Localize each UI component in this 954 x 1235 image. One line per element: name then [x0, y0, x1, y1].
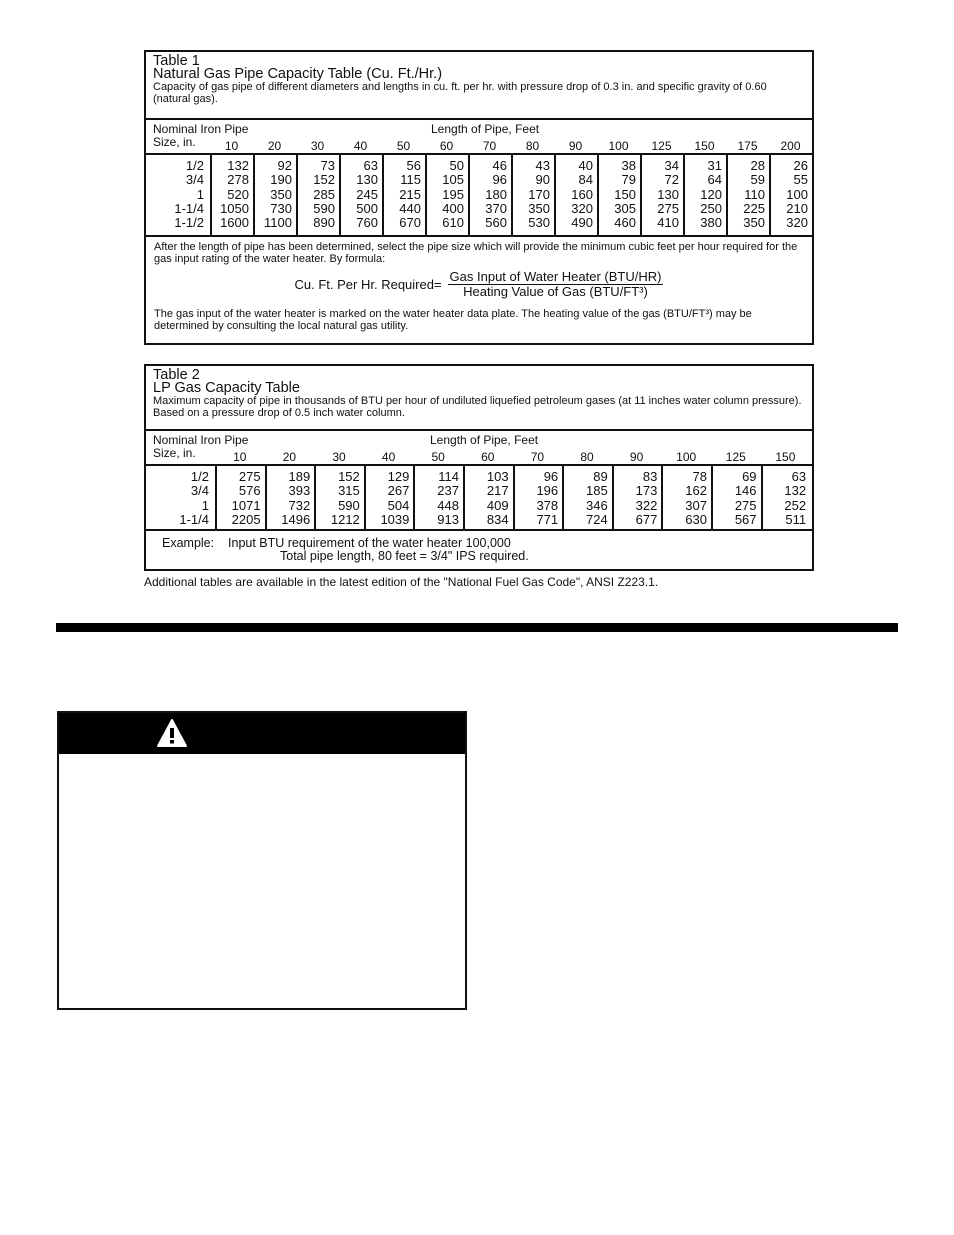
pipe-size-cell: 1 — [196, 186, 204, 202]
capacity-cell: 320 — [571, 200, 593, 216]
example-line1: Input BTU requirement of the water heater 100,000 — [228, 536, 511, 550]
capacity-cell: 185 — [586, 483, 608, 499]
capacity-cell: 320 — [786, 215, 808, 231]
length-column-125 — [711, 466, 761, 529]
table2-title: LP Gas Capacity Table — [153, 380, 300, 396]
length-column-50 — [413, 466, 463, 529]
capacity-cell: 225 — [743, 200, 765, 216]
capacity-cell: 43 — [535, 158, 550, 173]
table1-formula-section — [146, 237, 812, 336]
capacity-cell: 132 — [227, 158, 249, 173]
capacity-cell: 890 — [313, 215, 335, 231]
capacity-cell: 59 — [750, 172, 765, 188]
pipe-size-cell: 1-1/2 — [174, 215, 204, 231]
table1-length-label: Length of Pipe, Feet — [431, 122, 540, 136]
capacity-cell: 150 — [614, 186, 636, 202]
capacity-cell: 55 — [793, 172, 808, 188]
length-column-200 — [769, 155, 812, 235]
capacity-cell: 114 — [438, 469, 459, 484]
capacity-cell: 1071 — [231, 497, 261, 513]
capacity-cell: 511 — [785, 511, 807, 527]
table2-length-label: Length of Pipe, Feet — [430, 433, 539, 447]
capacity-cell: 196 — [536, 483, 559, 499]
capacity-cell: 160 — [571, 186, 593, 202]
capacity-cell: 26 — [793, 158, 808, 173]
capacity-cell: 110 — [744, 186, 765, 202]
length-header-cell: 200 — [780, 139, 801, 153]
pipe-size-cell: 1/2 — [185, 158, 204, 173]
capacity-cell: 69 — [742, 469, 757, 484]
length-column-150 — [761, 466, 811, 529]
table2-description: Maximum capacity of pipe in thousands of BTU per hour of undiluted liquefied petroleum gases (at 11 inches water column pressure). Based on a pressure drop of 0.5 inch water column. — [153, 395, 802, 419]
capacity-cell: 132 — [784, 483, 807, 499]
capacity-cell: 90 — [535, 172, 550, 188]
capacity-cell: 190 — [270, 172, 292, 188]
capacity-cell: 278 — [227, 172, 249, 188]
table1-grid — [146, 155, 812, 237]
capacity-cell: 834 — [486, 511, 509, 527]
length-column-70 — [468, 155, 511, 235]
capacity-cell: 1050 — [220, 200, 249, 216]
capacity-cell: 760 — [356, 215, 378, 231]
table2-example — [146, 531, 812, 563]
length-column-20 — [265, 466, 315, 529]
capacity-cell: 31 — [707, 158, 722, 173]
capacity-cell: 567 — [734, 511, 757, 527]
length-header-cell: 60 — [439, 139, 454, 153]
capacity-cell: 380 — [700, 215, 722, 231]
capacity-cell: 237 — [437, 483, 459, 499]
pipe-size-cell: 1-1/4 — [179, 511, 209, 527]
length-column-90 — [554, 155, 597, 235]
length-column-60 — [425, 155, 468, 235]
length-header-cell: 10 — [224, 139, 239, 153]
length-header-cell: 70 — [530, 450, 545, 464]
length-column-70 — [513, 466, 563, 529]
capacity-cell: 100 — [786, 186, 808, 202]
capacity-cell: 305 — [614, 200, 636, 216]
capacity-cell: 120 — [700, 186, 722, 202]
length-column-100 — [661, 466, 711, 529]
capacity-cell: 448 — [437, 497, 459, 513]
capacity-cell: 56 — [406, 158, 421, 173]
table1-number: Table 1 — [153, 53, 200, 69]
capacity-cell: 78 — [692, 469, 707, 484]
length-header-cell: 80 — [580, 450, 594, 464]
capacity-cell: 38 — [621, 158, 636, 173]
capacity-cell: 96 — [543, 469, 559, 484]
length-header-cell: 90 — [568, 139, 583, 153]
capacity-cell: 105 — [442, 172, 464, 188]
length-header-cell: 20 — [267, 139, 282, 153]
capacity-cell: 732 — [288, 497, 311, 513]
capacity-cell: 146 — [734, 483, 757, 499]
capacity-cell: 195 — [442, 186, 464, 202]
table1-title: Natural Gas Pipe Capacity Table (Cu. Ft./Hr.) — [153, 66, 443, 82]
capacity-cell: 346 — [586, 497, 608, 513]
length-header-cell: 100 — [608, 139, 629, 153]
capacity-cell: 96 — [492, 172, 507, 188]
table2-number: Table 2 — [153, 367, 200, 383]
capacity-cell: 46 — [492, 158, 507, 173]
length-header-cell: 20 — [282, 450, 297, 464]
length-header-cell: 50 — [431, 450, 445, 464]
footnote: Additional tables are available in the latest edition of the "National Fuel Gas Code", ANSI Z223.1. — [144, 575, 659, 589]
table1-column-header — [146, 120, 812, 155]
capacity-cell: 400 — [442, 200, 464, 216]
capacity-cell: 913 — [437, 511, 459, 527]
formula-numerator: Gas Input of Water Heater (BTU/HR) — [449, 269, 662, 284]
nominal-label-line2: Size, in. — [153, 446, 196, 460]
capacity-cell: 1039 — [380, 511, 410, 527]
length-column-175 — [726, 155, 769, 235]
capacity-cell: 677 — [635, 511, 658, 527]
length-column-90 — [612, 466, 662, 529]
warning-box — [57, 711, 467, 1010]
capacity-cell: 40 — [578, 158, 593, 173]
length-column-125 — [640, 155, 683, 235]
capacity-cell: 210 — [786, 200, 808, 216]
capacity-cell: 771 — [536, 511, 559, 527]
capacity-cell: 630 — [685, 511, 707, 527]
capacity-cell: 500 — [356, 200, 378, 216]
section-divider — [56, 623, 898, 632]
capacity-cell: 215 — [399, 186, 421, 202]
pipe-size-cell: 3/4 — [185, 172, 204, 188]
capacity-cell: 189 — [288, 469, 311, 484]
natural-gas-table — [144, 50, 814, 345]
capacity-cell: 378 — [536, 497, 559, 513]
table1-description: Capacity of gas pipe of different diameters and lengths in cu. ft. per hr. with pressure drop of 0.3 in. and specific gravity of 0.60 (natural gas). — [153, 81, 767, 105]
pipe-size-cell: 1-1/4 — [174, 200, 204, 216]
capacity-cell: 530 — [528, 215, 550, 231]
length-column-50 — [382, 155, 425, 235]
capacity-cell: 730 — [270, 200, 292, 216]
capacity-cell: 410 — [657, 215, 679, 231]
table2-header — [146, 366, 812, 431]
length-header-cell: 100 — [676, 450, 697, 464]
table2-column-header — [146, 431, 812, 466]
capacity-cell: 130 — [657, 186, 679, 202]
capacity-cell: 162 — [685, 483, 707, 499]
table2-grid — [146, 466, 812, 531]
capacity-cell: 34 — [664, 158, 679, 173]
capacity-cell: 217 — [486, 483, 509, 499]
capacity-cell: 173 — [635, 483, 658, 499]
capacity-cell: 460 — [614, 215, 636, 231]
capacity-cell: 28 — [750, 158, 765, 173]
warning-triangle-icon — [156, 718, 188, 748]
formula — [154, 271, 804, 298]
capacity-cell: 89 — [593, 469, 608, 484]
capacity-cell: 670 — [399, 215, 421, 231]
length-header-cell: 125 — [725, 450, 746, 464]
capacity-cell: 1600 — [220, 215, 249, 231]
length-header-cell: 30 — [332, 450, 346, 464]
capacity-cell: 275 — [734, 497, 757, 513]
capacity-cell: 307 — [685, 497, 707, 513]
length-header-cell: 60 — [481, 450, 495, 464]
capacity-cell: 73 — [320, 158, 335, 173]
length-header-cell: 175 — [737, 139, 758, 153]
capacity-cell: 560 — [485, 215, 507, 231]
length-header-cell: 40 — [381, 450, 396, 464]
capacity-cell: 490 — [571, 215, 593, 231]
capacity-cell: 1496 — [281, 511, 311, 527]
capacity-cell: 2205 — [231, 511, 261, 527]
capacity-cell: 152 — [338, 469, 360, 484]
formula-label: Cu. Ft. Per Hr. Required= — [294, 276, 442, 292]
length-header-cell: 50 — [396, 139, 411, 153]
length-header-cell: 30 — [310, 139, 325, 153]
capacity-cell: 115 — [400, 172, 421, 188]
capacity-cell: 724 — [586, 511, 608, 527]
capacity-cell: 322 — [635, 497, 658, 513]
capacity-cell: 393 — [288, 483, 311, 499]
capacity-cell: 245 — [356, 186, 378, 202]
capacity-cell: 350 — [743, 215, 765, 231]
size-column — [146, 466, 215, 529]
capacity-cell: 285 — [313, 186, 335, 202]
length-column-10 — [210, 155, 253, 235]
length-column-40 — [364, 466, 414, 529]
capacity-cell: 520 — [227, 186, 249, 202]
capacity-cell: 275 — [238, 469, 261, 484]
capacity-cell: 83 — [642, 469, 658, 484]
capacity-cell: 50 — [449, 158, 464, 173]
pipe-size-cell: 1/2 — [190, 469, 209, 484]
length-column-150 — [683, 155, 726, 235]
capacity-cell: 92 — [277, 158, 292, 173]
capacity-cell: 409 — [486, 497, 509, 513]
capacity-cell: 267 — [387, 483, 410, 499]
length-column-80 — [511, 155, 554, 235]
capacity-cell: 350 — [528, 200, 550, 216]
capacity-cell: 130 — [356, 172, 378, 188]
capacity-cell: 250 — [700, 200, 722, 216]
length-header-cell: 125 — [651, 139, 672, 153]
capacity-cell: 252 — [784, 497, 807, 513]
length-header-cell: 150 — [775, 450, 796, 464]
capacity-cell: 590 — [313, 200, 335, 216]
length-column-30 — [296, 155, 339, 235]
capacity-cell: 129 — [387, 469, 410, 484]
capacity-cell: 1100 — [264, 215, 292, 231]
length-column-40 — [339, 155, 382, 235]
capacity-cell: 576 — [238, 483, 261, 499]
capacity-cell: 275 — [657, 200, 679, 216]
length-header-cell: 90 — [629, 450, 644, 464]
length-column-80 — [562, 466, 612, 529]
length-column-30 — [314, 466, 364, 529]
length-header-cell: 150 — [694, 139, 715, 153]
capacity-cell: 72 — [664, 172, 679, 188]
example-label: Example: — [162, 536, 215, 550]
length-header-cell: 80 — [525, 139, 540, 153]
length-header-cell: 70 — [482, 139, 497, 153]
capacity-cell: 180 — [485, 186, 507, 202]
length-column-20 — [253, 155, 296, 235]
warning-header-bar — [59, 713, 465, 754]
capacity-cell: 84 — [578, 172, 593, 188]
example-line2: Total pipe length, 80 feet = 3/4" IPS required. — [280, 549, 529, 563]
capacity-cell: 504 — [387, 497, 410, 513]
capacity-cell: 610 — [442, 215, 464, 231]
table1-note: The gas input of the water heater is marked on the water heater data plate. The heating value of the gas (BTU/FT³) may be determined by consulting the local natural gas utility. — [154, 308, 752, 332]
length-column-10 — [215, 466, 265, 529]
size-column — [146, 155, 210, 235]
table1-header — [146, 52, 812, 120]
lp-gas-table — [144, 364, 814, 571]
capacity-cell: 350 — [270, 186, 292, 202]
capacity-cell: 370 — [485, 200, 507, 216]
table1-after-text: After the length of pipe has been determined, select the pipe size which will provide the minimum cubic feet per hour required for the gas input rating of the water heater. By formula: — [154, 241, 798, 265]
nominal-label-line1: Nominal Iron Pipe — [153, 122, 249, 136]
capacity-cell: 170 — [528, 186, 550, 202]
pipe-size-cell: 3/4 — [190, 483, 209, 499]
capacity-cell: 63 — [791, 469, 807, 484]
capacity-cell: 63 — [363, 158, 378, 173]
nominal-label-line1: Nominal Iron Pipe — [153, 433, 249, 447]
formula-denominator: Heating Value of Gas (BTU/FT³) — [463, 284, 648, 299]
capacity-cell: 315 — [338, 483, 360, 499]
capacity-cell: 64 — [707, 172, 722, 188]
capacity-cell: 152 — [313, 172, 335, 188]
length-header-cell: 40 — [353, 139, 368, 153]
pipe-size-cell: 1 — [201, 497, 209, 513]
length-header-cell: 10 — [233, 450, 247, 464]
length-column-60 — [463, 466, 513, 529]
capacity-cell: 79 — [621, 172, 636, 188]
length-column-100 — [597, 155, 640, 235]
nominal-label-line2: Size, in. — [153, 135, 196, 149]
capacity-cell: 440 — [399, 200, 421, 216]
capacity-cell: 103 — [486, 469, 509, 484]
formula-fraction — [448, 271, 664, 298]
capacity-cell: 1212 — [330, 511, 360, 527]
capacity-cell: 590 — [338, 497, 360, 513]
